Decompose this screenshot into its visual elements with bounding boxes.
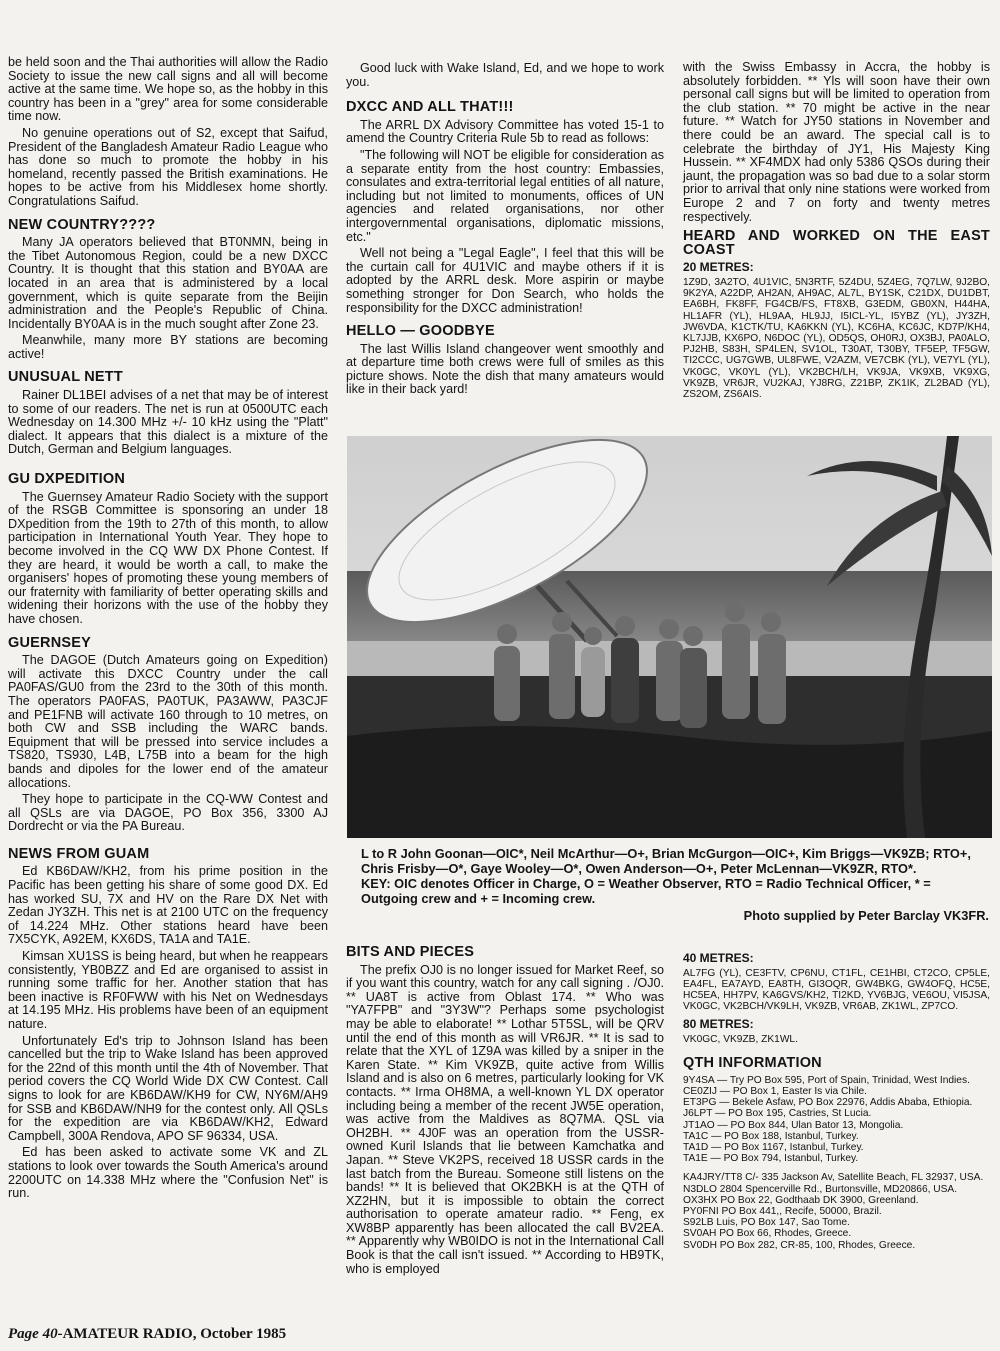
caption-key: KEY: OIC denotes Officer in Charge, O = Weather Observer, RTO = Radio Technical Officer, * = Outgoing crew and + = Incoming crew. <box>361 876 931 906</box>
page-footer <box>8 1326 286 1343</box>
list-item: S92LB Luis, PO Box 147, Sao Tome. <box>683 1217 850 1229</box>
list-item: ET3PG — Bekele Asfaw, PO Box 22976, Addis Ababa, Ethiopia. <box>683 1097 973 1109</box>
list-item: PY0FNI PO Box 441,, Recife, 50000, Brazil. <box>683 1206 882 1218</box>
list-item: KA4JRY/TT8 C/- 335 Jackson Av, Satellite Beach, FL 32937, USA. <box>683 1172 984 1184</box>
photo-credit: Photo supplied by Peter Barclay VK3FR. <box>743 908 989 923</box>
paragraph: Well not being a "Legal Eagle", I feel that this will be the curtain call for 4U1VIC and maybe others if it is adopted by the ARRL desk. More aspirin or maybe something stronger for Don Search, who holds the responsibility for the DXCC administration! <box>346 246 664 315</box>
list-item: 9Y4SA — Try PO Box 595, Port of Spain, Trinidad, West Indies. <box>683 1074 970 1086</box>
paragraph: Many JA operators believed that BT0NMN, being in the Tibet Autonomous Region, could be a new DXCC Country. It is thought that this station and BY0AA are located in an area that is administered by a local government, which is quite separate from the Beijin administration and the People's Republic of China. Incidentally BY0AA is in the much sought after Zone 23. <box>8 235 328 331</box>
list-item: CE0ZIJ — PO Box 1, Easter Is via Chile. <box>683 1086 868 1097</box>
callsign-list-80m: VK0GC, VK9ZB, ZK1WL. <box>683 1034 798 1045</box>
paragraph: The prefix OJ0 is no longer issued for Market Reef, so if you want this country, watch for any call signing . /OJ0. ** UA8T is active from Oblast 174. ** Who was "YA7FPB" and "3Y3W"? Perhaps some psychologist may be able to elaborate! ** Lothar 5T5SL, will be QRV until the end of this month as will VR6JR. ** It is sad to relate that the XYL of 1Z9A was killed by a sniper in the Karen State. ** Kim VK9ZB, quite active from Willis Island and is also on 6 metres, particularly looking for VK contacts. ** Irma OH8MA, a well-known YL DX operator including being a member of the recent JW5E operation, was active from the Maldives as 8Q7MA. QSL via OH2BH. ** 4J0F was an operation from the USSR-owned Kuril Islands that lie between Kamchatka and Japan. ** Steve VK2PS, received 18 USSR cards in the last batch from the Bureau. Someone still listens on the bands! ** It is believed that OK2BKH is at the QTH of XZ2HN, but it is impossible to obtain the correct authorisation to operate amateur radio. ** Feng, ex XW8BP apparently has been allocated the call BV2EA. ** Apparently why WB0IDO is not in the International Call Book is that the call isn't issued. ** According to HB9TK, who is employed <box>346 962 664 1276</box>
heading-heard-worked: HEARD AND WORKED ON THE EAST COAST <box>683 228 990 258</box>
heading-guernsey: GUERNSEY <box>8 634 91 651</box>
paragraph: be held soon and the Thai authorities will allow the Radio Society to issue the new call signs and all will become active at the same time. We hope so, as the hobby in this country has been in a "grey" area for some considerable time now. <box>8 55 328 124</box>
column-1 <box>8 56 328 1204</box>
list-item: TA1D — PO Box 1167, Istanbul, Turkey. <box>683 1142 864 1154</box>
paragraph: The ARRL DX Advisory Committee has voted 15-1 to amend the Country Criteria Rule 5b to read as follows: <box>346 117 664 146</box>
list-item: TA1C — PO Box 188, Istanbul, Turkey. <box>683 1130 859 1142</box>
paragraph: Kimsan XU1SS is being heard, but when he reappears consistently, YB0BZZ and Ed are organised to assist in running some traffic for her. Another station that has been inactive is RF0FWW with his Net on Wednesdays at 14.195 MHz. His problems have been of an equipment nature. <box>8 949 328 1031</box>
heading-bits-and-pieces: BITS AND PIECES <box>346 944 475 960</box>
heading-dxcc: DXCC AND ALL THAT!!! <box>346 99 514 116</box>
list-item: OX3HX PO Box 22, Godthaab DK 3900, Greenland. <box>683 1194 919 1206</box>
heading-unusual-nett: UNUSUAL NETT <box>8 369 123 386</box>
paragraph: The DAGOE (Dutch Amateurs going on Expedition) will activate this DXCC Country under the call PA0FAS/GU0 from the 23rd to the 30th of this month. The operators PA0FAS, PA0TUK, PA3AWW, PA3CJF and PE1FNB will activate 160 through to 10 metres, on both CW and SSB including the WARC bands. Equipment that will be pressed into service includes a TS820, TS930, L4B, L75B into a beam for the high bands and dipoles for the lower end of the amateur allocations. <box>8 653 328 790</box>
paragraph: Unfortunately Ed's trip to Johnson Island has been cancelled but the trip to Wake Island has been approved for the 22nd of this month until the 4th of November. That period covers the CQ World Wide DX CW Contest. Call signs to look for are KB6DAW/KH9 for CW, NY6M/AH9 for SSB and KB6DAW/NH9 for the contest only. All QSLs for the expedition are via KB6DAW/KH2, Edward Campbell, 300A Rendova, APO SF 96334, USA. <box>8 1033 328 1143</box>
paragraph: Rainer DL1BEI advises of a net that may be of interest to some of our readers. The net is run at 0500UTC each Wednesday on 14.300 MHz +/- 10 kHz using the "Platt" dialect. It appears that this dialect is a mixture of the Dutch, German and Belgium languages. <box>8 388 328 457</box>
subheading-40-metres: 40 METRES: <box>683 951 754 965</box>
caption-names: L to R John Goonan—OIC*, Neil McArthur—O+, Brian McGurgon—OIC+, Kim Briggs—VK9ZB; RTO+, Chris Frisby—O*, Gaye Wooley—O*, Owen Anderson—O+, Peter McLennan—VK9ZR, RTO*. <box>361 846 971 876</box>
heading-news-from-guam: NEWS FROM GUAM <box>8 845 150 862</box>
paragraph: They hope to participate in the CQ-WW Contest and all QSLs are via DAGOE, PO Box 356, 3300 AJ Dordrecht or via the PA Bureau. <box>8 792 328 834</box>
heading-new-country: NEW COUNTRY???? <box>8 216 156 233</box>
page-number: Page 40- <box>8 1326 63 1342</box>
paragraph: The last Willis Island changeover went smoothly and at departure time both crews were full of smiles as this picture shows. Note the dish that many amateurs would like in their back yard! <box>346 341 664 397</box>
list-item: N3DLO 2804 Spencerville Rd., Burtonsville, MD20866, USA. <box>683 1183 958 1195</box>
paragraph: Good luck with Wake Island, Ed, and we hope to work you. <box>346 61 664 89</box>
paragraph: The Guernsey Amateur Radio Society with the support of the RSGB Committee is sponsoring an under 18 DXpedition from the 19th to 27th of this month, to allow participation in International Youth Year. They hope to become involved in the CQ WW DX Phone Contest. If they are heard, it would be worth a call, to make the organisers' hopes of promoting these young members of our fraternity with familiarity of better operating skills and widening their horizons with the use of the hobby they have chosen. <box>8 489 328 626</box>
callsign-list-40m: AL7FG (YL), CE3FTV, CP6NU, CT1FL, CE1HBI, CT2CO, CP5LE, EA4FL, EA7AYD, EA8TH, GI3OQR, GW4BKG, GW4OFQ, HC5E, HC5EA, HH7PV, KA6GVS/KH2, TI2KD, YV6BJG, VE6OU, VI5JSA, VK0GC, VK2BCH/VK9LH, VK9ZB, VR6AB, ZK1WL, ZP7CO. <box>683 967 990 1013</box>
qth-list <box>683 1075 990 1251</box>
photo-caption <box>361 846 989 923</box>
column-3 <box>683 61 990 400</box>
list-item: JT1AO — PO Box 844, Ulan Bator 13, Mongolia. <box>683 1119 904 1131</box>
column-2-bottom <box>346 946 664 1279</box>
heading-hello-goodbye: HELLO — GOODBYE <box>346 323 495 340</box>
list-item: TA1E — PO Box 794, Istanbul, Turkey. <box>683 1153 859 1165</box>
list-item: SV0AH PO Box 66, Rhodes, Greece. <box>683 1228 852 1240</box>
paragraph: "The following will NOT be eligible for consideration as a separate entity from the host country: Embassies, consulates and extra-territorial legal entities of all nature, including but not limited to monuments, offices of UN agencies and related organisations, nor other intergovernmental organisations, diplomatic missions, etc." <box>346 147 664 244</box>
column-2 <box>346 62 664 400</box>
subheading-80-metres: 80 METRES: <box>683 1017 754 1032</box>
magazine-title: AMATEUR RADIO, <box>62 1326 197 1342</box>
paragraph: Ed KB6DAW/KH2, from his prime position in the Pacific has been getting his share of some good DX. Ed has worked SU, 7X and HV on the Rare DX Net with Zedan JY3ZH. This net is at 2100 UTC on the frequency of 14.224 MHz. Other stations heard have been 7X5CYK, A92EM, KX6DS, TA1A and TA1E. <box>8 864 328 947</box>
heading-gu-dxpedition: GU DXPEDITION <box>8 471 125 488</box>
list-item: SV0DH PO Box 282, CR-85, 100, Rhodes, Greece. <box>683 1239 916 1251</box>
paragraph: No genuine operations out of S2, except that Saifud, President of the Bangladesh Amateur Radio League who has done so much to promote the hobby in his homeland, recently passed the British examinations. He hopes to be active from his Middlesex home shortly. Congratulations Saifud. <box>8 125 328 208</box>
heading-qth-information: QTH INFORMATION <box>683 1055 822 1072</box>
subheading-20-metres: 20 METRES: <box>683 260 754 275</box>
paragraph: with the Swiss Embassy in Accra, the hobby is absolutely forbidden. ** Yls will soon have their own personal call signs but will be limited to operation from the club station. ** 70 might be active in the near future. ** Watch for JY50 stations in November and there could be an award. The special call is to celebrate the birthday of JY1, His Majesty King Hussein. ** XF4MDX had only 5386 QSOs during their jaunt, the propagation was so bad due to a solar storm prior to arrival that only nine stations were worked from Europe 2 and 7 on forty and twenty metres respectively. <box>683 60 990 224</box>
photo-willis-island-crew <box>347 436 992 838</box>
column-3-bottom <box>683 948 990 1251</box>
list-item: J6LPT — PO Box 195, Castries, St Lucia. <box>683 1108 872 1120</box>
issue-date: October 1985 <box>196 1326 287 1342</box>
paragraph: Meanwhile, many more BY stations are becoming active! <box>8 333 328 361</box>
callsign-list-20m: 1Z9D, 3A2TO, 4U1VIC, 5N3RTF, 5Z4DU, 5Z4EG, 7Q7LW, 9J2BO, 9K2YA, A22DP, AH2AN, AH9AC, AL7L, BY1SK, C21DX, DU1DBT, EA6BH, FK8FF, FG4CB/FS, FT8XB, G3EDM, GB0XN, H44HA, HL1AFR (YL), HL9AA, HL9JJ, I5ICL-YL, I5YBZ (YL), JY3ZH, JW6VDA, K1CTK/TU, KA6KKN (YL), KC6HA, KC6JC, KD7P/KH4, KL7JJB, KX6PO, N6DOC (YL), OD5QS, OH0RJ, OX3BJ, PA0ALO, PJ2HB, S83H, SP4LEN, SV1OL, T30AT, T30BY, TF5EP, TF5GW, TI2CCC, UG7GWB, UL8FWE, V2AZM, VE7CBK (YL), VE7YL (YL), VK0GC, VK0YL (YL), VK2BCH/LH, VK9JA, VK9XB, VK9XG, VK9ZB, VR6JR, VU2KAJ, YJ8RG, Z21BP, ZK1IK, ZL2BAD (YL), ZS2OM, ZS6AIS. <box>683 276 990 400</box>
paragraph: Ed has been asked to activate some VK and ZL stations to look over towards the South America's around 2200UTC on 14.338 MHz where the "Confusion Net" is run. <box>8 1145 328 1201</box>
